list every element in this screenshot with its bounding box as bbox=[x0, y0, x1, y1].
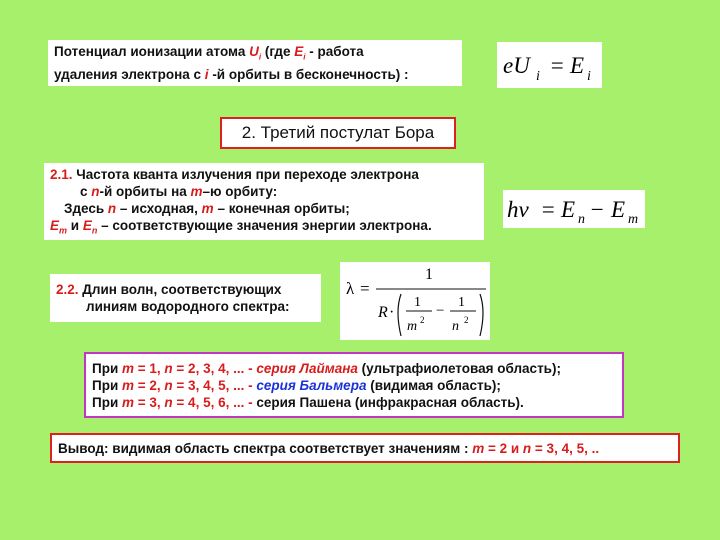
formula1-rhs: E bbox=[570, 53, 585, 78]
formula3-one-a: 1 bbox=[414, 295, 421, 310]
formula3-right-paren bbox=[480, 294, 483, 336]
formula3-m-sq: 2 bbox=[420, 315, 425, 325]
formula3-R: R bbox=[378, 304, 388, 321]
formula2-minus: − bbox=[585, 197, 610, 222]
formula1-lhs-sub: i bbox=[536, 69, 540, 84]
formula-ionization bbox=[497, 42, 602, 88]
section-title-bohr-postulate: 2. Третий постулат Бора bbox=[220, 117, 456, 149]
formula2-e1-sub: n bbox=[578, 212, 585, 227]
series-row: При m = 1, n = 2, 3, 4, ... - серия Лаймана (ультрафиолетовая область); bbox=[92, 361, 561, 376]
conclusion-box: Вывод: видимая область спектра соответствует значениям : m = 2 и n = 3, 4, 5, .. bbox=[50, 433, 680, 463]
series-row: При m = 3, n = 4, 5, 6, ... - серия Пашена (инфракрасная область). bbox=[92, 395, 524, 410]
formula1-lhs: eU bbox=[503, 53, 530, 78]
wavelength-box bbox=[50, 274, 321, 322]
ionization-line-2: удаления электрона с i -й орбиты в бесконечность) : bbox=[54, 66, 409, 82]
formula-wavelength-svg bbox=[340, 262, 490, 340]
formula2-e1: E bbox=[561, 197, 576, 222]
spectral-series-list bbox=[92, 360, 616, 411]
formula2-e2: E bbox=[611, 197, 626, 222]
ionization-line-1: Потенциал ионизации атома $U_i$ (где $E_i$ - работа bbox=[54, 44, 364, 62]
formula1-eq: = bbox=[545, 53, 570, 78]
series-row: При m = 2, n = 3, 4, 5, ... - серия Бальмера (видимая область); bbox=[92, 378, 501, 393]
formula-wavelength bbox=[340, 262, 490, 340]
frequency-line-1: 2.1. Частота кванта излучения при переходе электрона bbox=[50, 167, 419, 182]
frequency-line-4: $E_m$ и $E_n$ – соответствующие значения энергии электрона. bbox=[50, 218, 432, 236]
series-name: серия Пашена bbox=[256, 395, 352, 410]
formula-frequency-svg bbox=[503, 190, 645, 228]
wavelength-line-2: линиям водородного спектра: bbox=[86, 299, 290, 314]
formula3-one-b: 1 bbox=[458, 295, 465, 310]
formula3-n: n bbox=[452, 319, 459, 334]
formula3-lambda: λ bbox=[346, 279, 355, 298]
spectral-series-box bbox=[84, 352, 624, 418]
formula2-e2-sub: m bbox=[628, 212, 639, 227]
series-name: серия Бальмера bbox=[256, 378, 367, 393]
formula3-n-sq: 2 bbox=[464, 315, 469, 325]
ionization-definition-box bbox=[48, 40, 462, 86]
formula3-m: m bbox=[407, 319, 418, 334]
frequency-line-3: Здесь n – исходная, m – конечная орбиты; bbox=[64, 201, 350, 216]
formula3-left-paren bbox=[398, 294, 401, 336]
formula3-numerator: 1 bbox=[425, 266, 433, 283]
formula3-minus: − bbox=[436, 303, 445, 319]
wavelength-line-1: 2.2. Длин волн, соответствующих bbox=[56, 282, 282, 297]
series-name: серия Лаймана bbox=[256, 361, 358, 376]
frequency-box bbox=[44, 163, 484, 240]
frequency-line-2: с n-й орбиты на m–ю орбиту: bbox=[80, 184, 278, 199]
formula2-eq: = bbox=[536, 197, 561, 222]
formula-ionization-svg bbox=[497, 42, 602, 88]
formula3-dot: · bbox=[389, 304, 395, 321]
formula-frequency bbox=[503, 190, 645, 228]
formula1-rhs-sub: i bbox=[587, 69, 591, 84]
formula3-eq: = bbox=[360, 279, 370, 298]
formula2-lhs: hν bbox=[507, 197, 529, 222]
